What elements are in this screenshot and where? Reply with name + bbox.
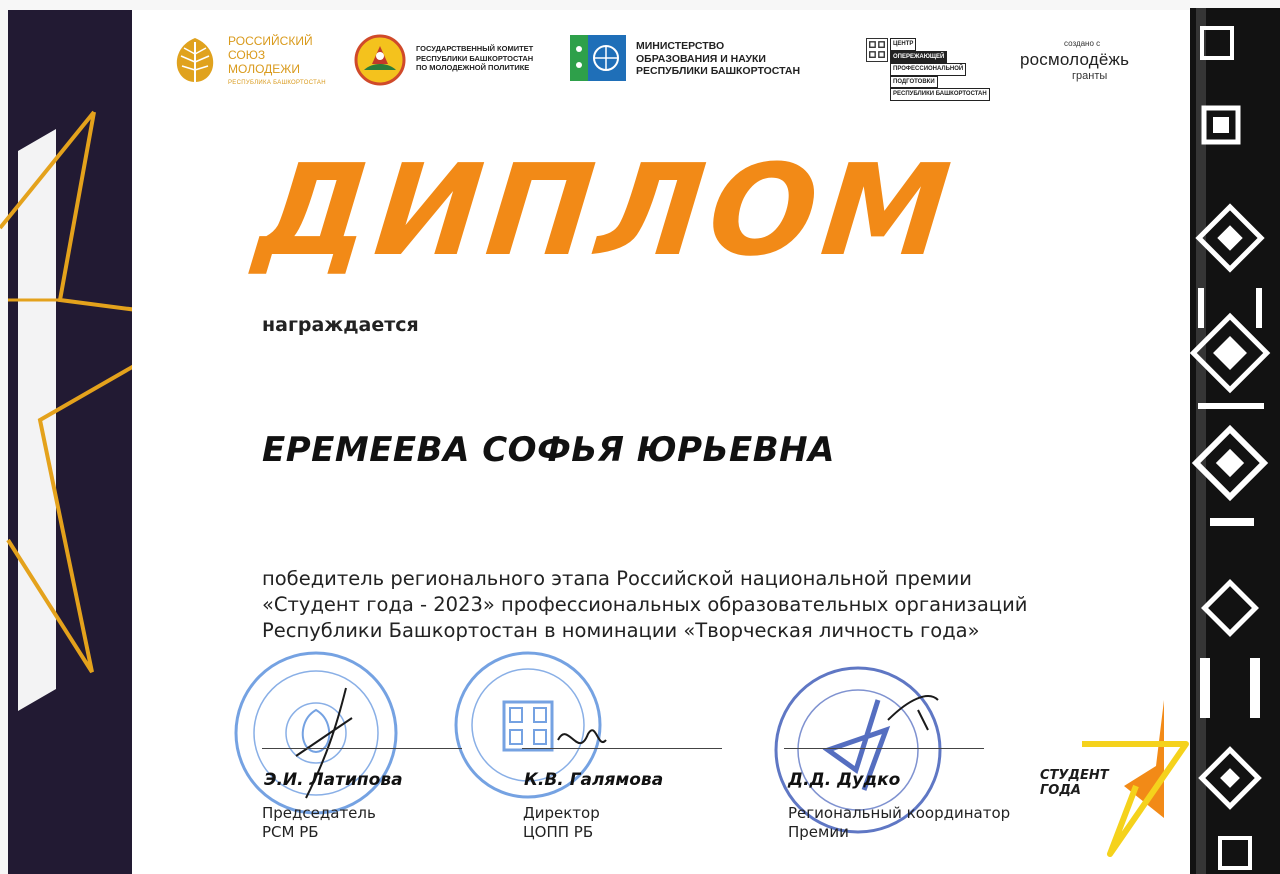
rosmol-grants-text: гранты [1072,70,1108,82]
signer-name: К.В. Галямова [524,770,664,790]
recipient-name: ЕРЕМЕЕВА СОФЬЯ ЮРЬЕВНА [262,430,835,470]
award-description-line: «Студент года - 2023» профессиональных образовательных организаций [262,593,1028,616]
rosmol-logo-text: росмолодёжь [1020,50,1130,69]
left-white-stripe [18,129,56,711]
left-decor-band [8,10,136,874]
student-year-label: СТУДЕНТ ГОДА [1040,768,1109,798]
rosmol-created-with: создано с [1064,39,1101,48]
ornament-border-icon [1190,8,1280,874]
signer-name: Э.И. Латипова [264,770,403,790]
signer-role: Председатель РСМ РБ [262,804,376,841]
gov-committee-logo-text: ГОСУДАРСТВЕННЫЙ КОМИТЕТ РЕСПУБЛИКИ БАШКОРТОСТАН ПО МОЛОДЕЖНОЙ ПОЛИТИКЕ [416,44,534,72]
award-description-line: победитель регионального этапа Российской национальной премии [262,567,972,590]
ministry-emblem-icon [570,35,626,81]
diploma-title: ДИПЛОМ [250,137,963,284]
signature-line [262,748,462,749]
signer-name: Д.Д. Дудко [788,770,901,790]
ministry-logo-text: МИНИСТЕРСТВО ОБРАЗОВАНИЯ И НАУКИ РЕСПУБЛИКИ БАШКОРТОСТАН [636,40,801,77]
signer-role: Директор ЦОПП РБ [523,804,600,841]
aspen-leaf-icon [172,36,218,88]
signature-line [522,748,722,749]
rsm-logo-subtext: РЕСПУБЛИКА БАШКОРТОСТАН [228,80,326,86]
signer-role: Региональный координатор Премии [788,804,1011,841]
signature-line [784,748,984,749]
copp-logo-text: ЦЕНТР ОПЕРЕЖАЮЩЕЙ ПРОФЕССИОНАЛЬНОЙ ПОДГОТОВКИ РЕСПУБЛИКИ БАШКОРТОСТАН [890,38,1000,101]
awarded-label: награждается [262,314,419,336]
bashkortostan-emblem-icon [354,34,406,86]
copp-logo-icon [866,38,888,62]
rsm-logo-text: РОССИЙСКИЙ СОЮЗ МОЛОДЕЖИ [228,34,313,76]
award-description-line: Республики Башкортостан в номинации «Творческая личность года» [262,619,980,642]
award-description [262,566,1027,644]
